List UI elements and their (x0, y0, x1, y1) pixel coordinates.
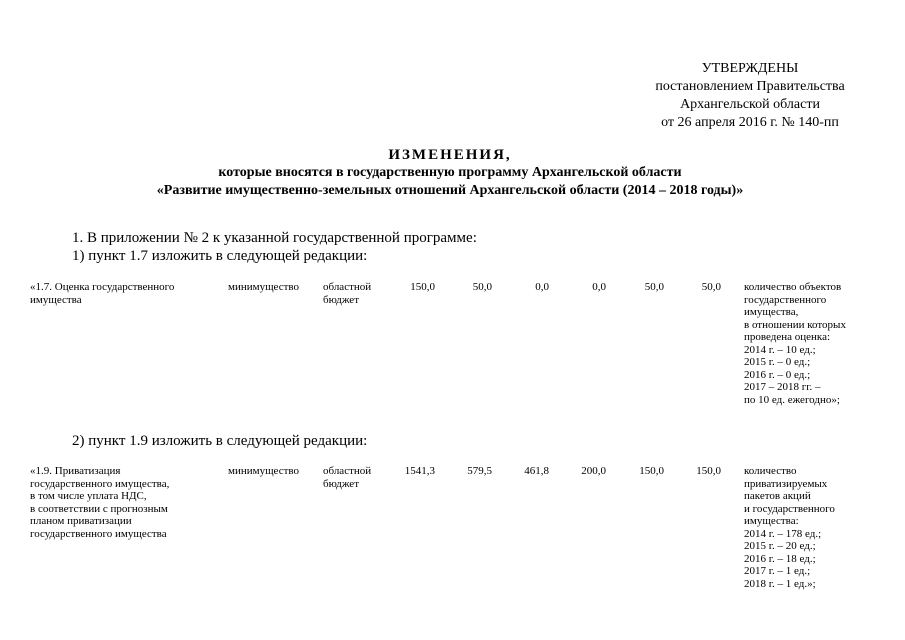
row-indicator: количество приватизируемых пакетов акций и государственного имущества: 2014 г. – 178 ед.; 2015 г. – 20 ед.; 2016 г. – 18 ед.; 2017 г. – 1 ед.; 2018 г. – 1 ед.»; (744, 465, 835, 590)
heading-program-name: «Развитие имущественно-земельных отношений Архангельской области (2014 – 2018 годы)» (156, 183, 744, 198)
value-2016: 200,0 (581, 465, 606, 477)
document-title: ИЗМЕНЕНИЯ, (388, 147, 512, 163)
row-indicator: количество объектов государственного имущества, в отношении которых проведена оценка: 2014 г. – 10 ед.; 2015 г. – 0 ед.; 2016 г. – 0 ед.; 2017 – 2018 гг. – по 10 ед. ежегодно»; (744, 281, 846, 406)
row-executor: минимущество (228, 281, 300, 293)
value-2015: 0,0 (535, 281, 549, 293)
row-source: областной бюджет (323, 465, 372, 490)
value-2017: 150,0 (639, 465, 664, 477)
approval-line: Архангельской области (680, 97, 820, 112)
subitem-2: 2) пункт 1.9 изложить в следующей редакции: (72, 433, 368, 449)
value-2016: 0,0 (592, 281, 606, 293)
heading-line: которые вносятся в государственную программу Архангельской области (218, 165, 682, 180)
approval-line: постановлением Правительства (655, 79, 845, 94)
approval-date: от 26 апреля 2016 г. № 140-пп (661, 115, 839, 130)
value-2015: 461,8 (524, 465, 549, 477)
subitem-1: 1) пункт 1.7 изложить в следующей редакции: (72, 248, 368, 264)
row-name: «1.7. Оценка государственного имущества (30, 281, 175, 306)
row-executor: минимущество (228, 465, 300, 477)
value-2018: 150,0 (696, 465, 721, 477)
approval-title: УТВЕРЖДЕНЫ (701, 61, 799, 76)
item-1: 1. В приложении № 2 к указанной государственной программе: (72, 230, 477, 246)
approval-block (630, 60, 870, 132)
value-2018: 50,0 (701, 281, 721, 293)
document-heading (100, 146, 800, 200)
row-name: «1.9. Приватизация государственного имущества, в том числе уплата НДС, в соответствии с прогнозным планом приватизации государственного имущества (30, 465, 170, 540)
value-2014: 50,0 (472, 281, 492, 293)
value-2014: 579,5 (467, 465, 492, 477)
value-2017: 50,0 (644, 281, 664, 293)
value-total: 1541,3 (404, 465, 435, 477)
value-total: 150,0 (410, 281, 435, 293)
row-source: областной бюджет (323, 281, 372, 306)
